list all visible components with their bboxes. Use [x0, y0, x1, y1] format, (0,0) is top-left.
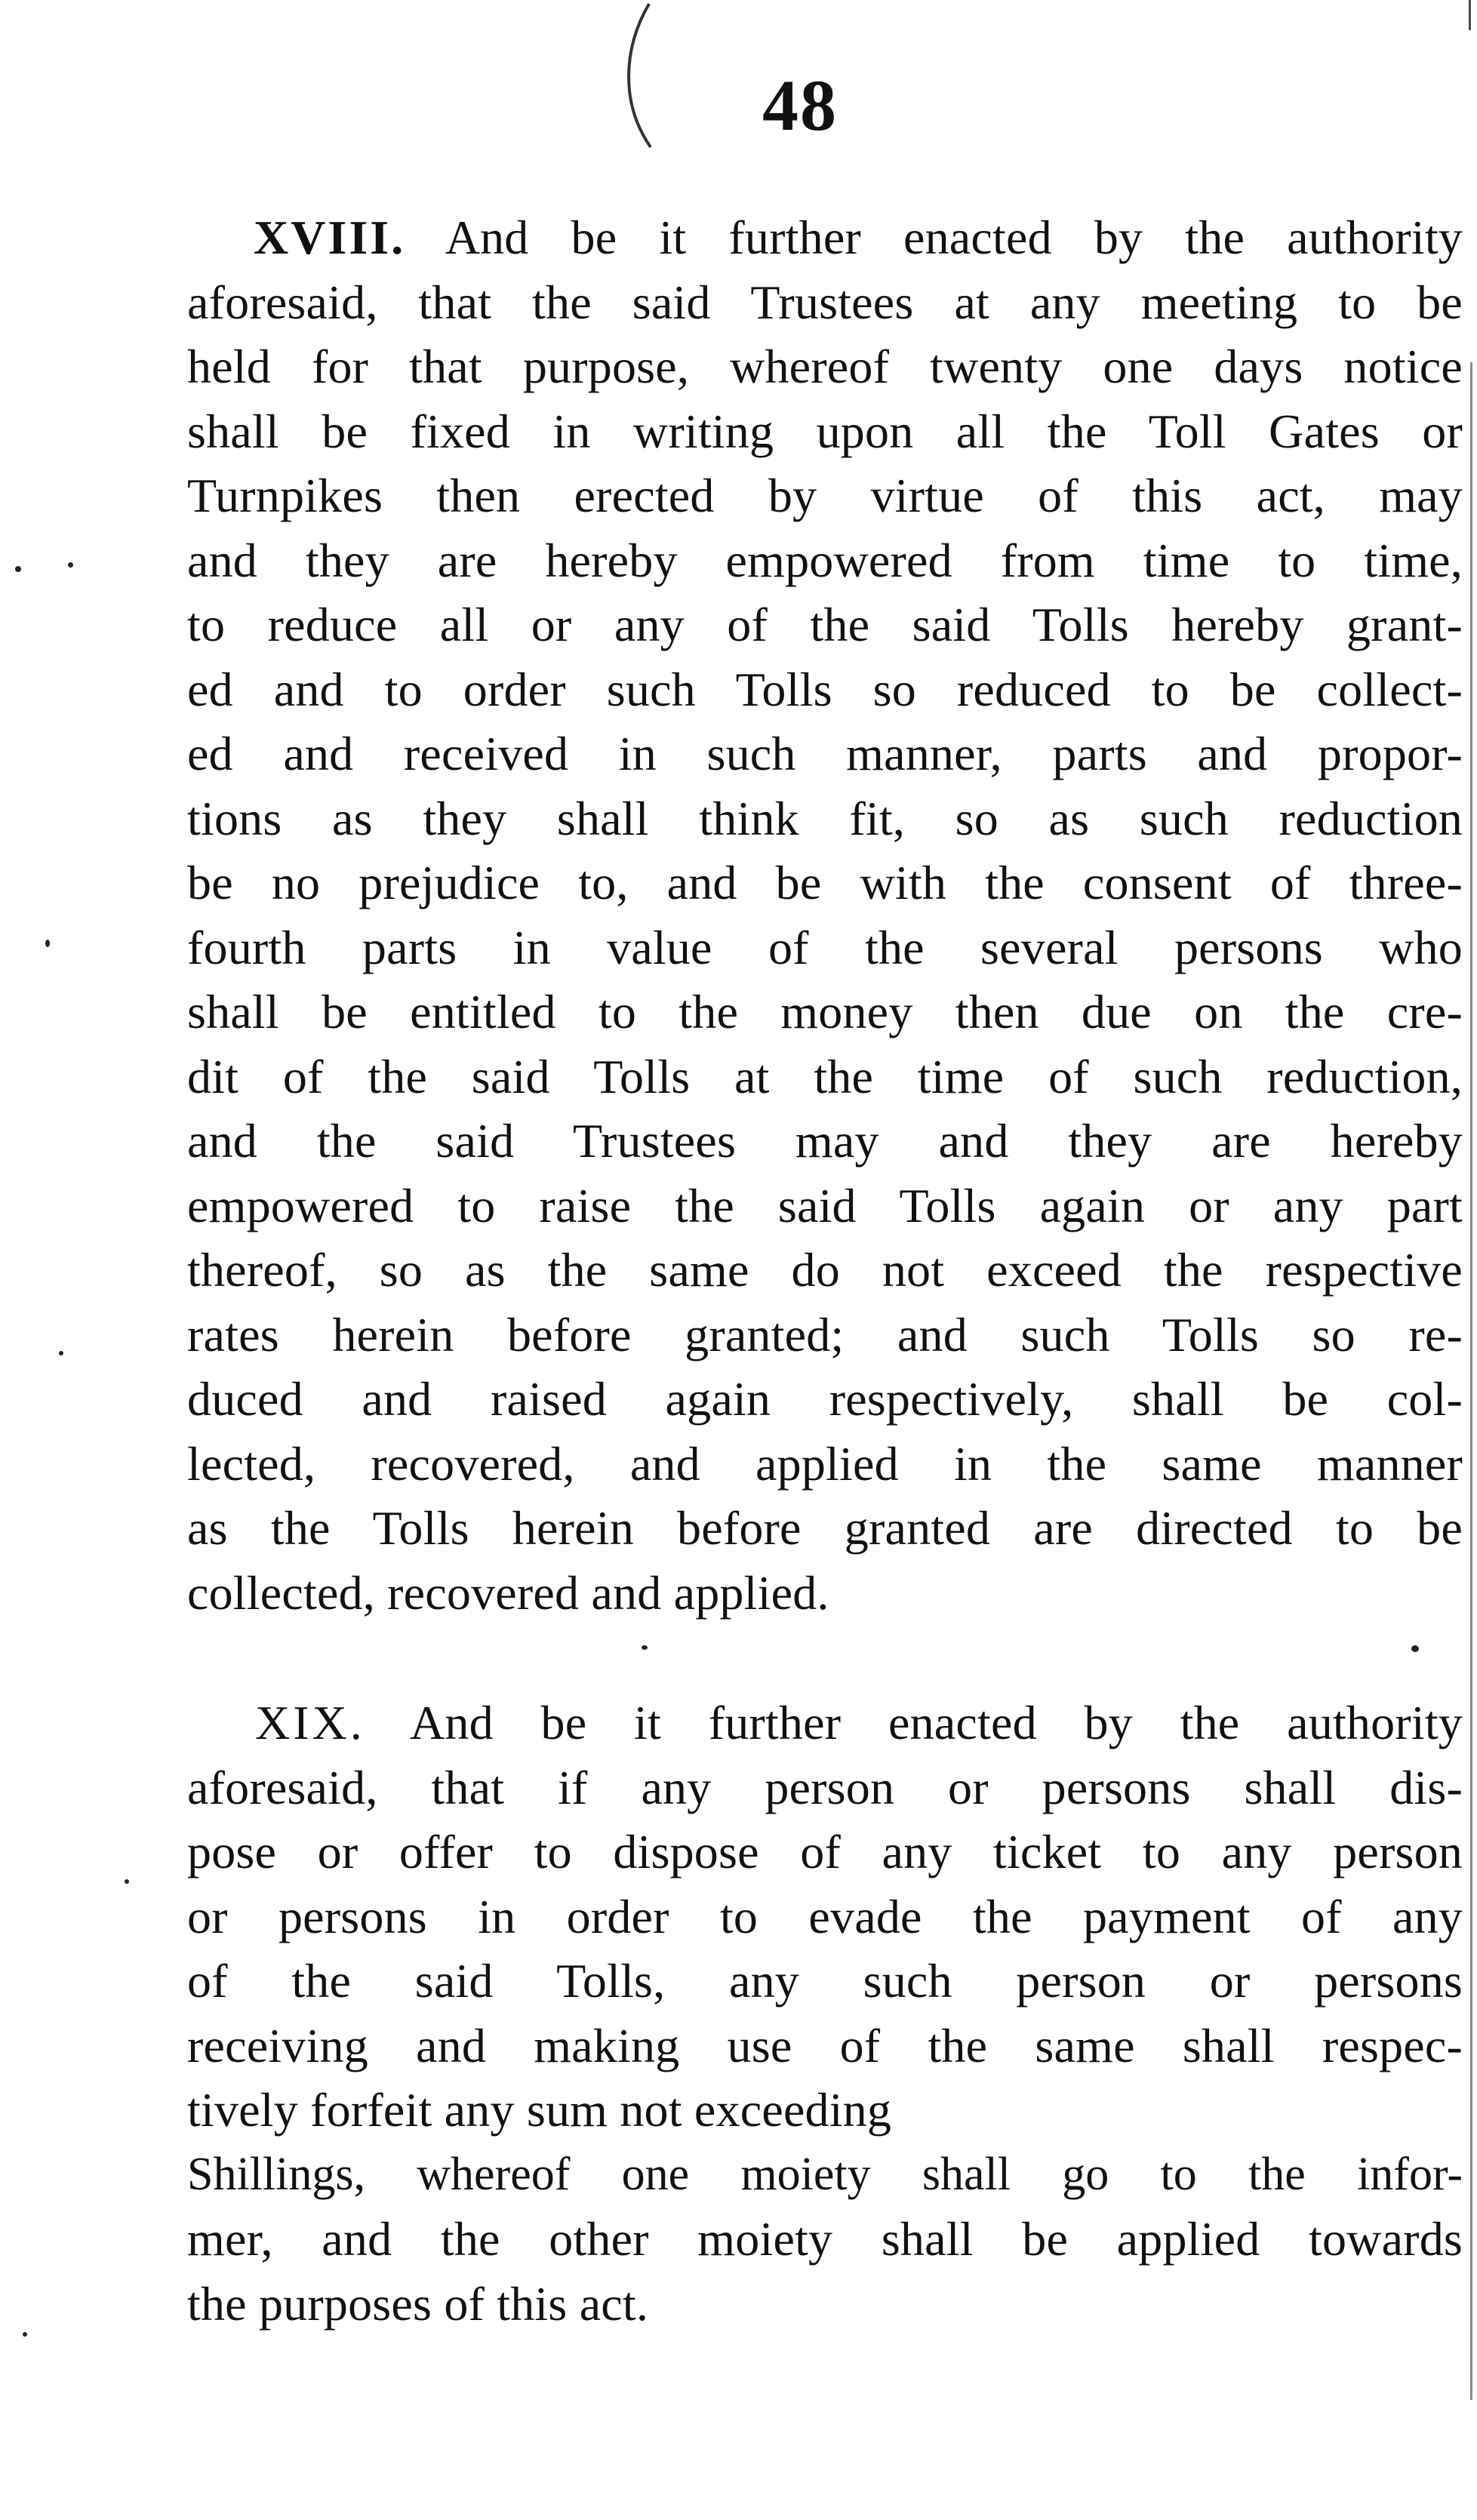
section-line: [187, 205, 1463, 270]
section-line: empowered to raise the said Tolls again or any part: [187, 1178, 1463, 1232]
page-number: 48: [762, 65, 838, 146]
speck: [125, 1879, 129, 1884]
speck: [68, 562, 73, 568]
section-line: shall be fixed in writing upon all the Toll Gates or: [187, 404, 1463, 458]
section-line: and they are hereby empowered from time to time,: [187, 533, 1463, 587]
section-line: receiving and making use of the same shall respec-: [187, 2018, 1463, 2072]
page-edge-rule: [1470, 362, 1472, 2400]
line-text: And be it further enacted by the authority: [409, 1696, 1463, 1749]
section-line: aforesaid, that if any person or persons shall dis-: [187, 1760, 1463, 1814]
section-line: as the Tolls herein before granted are directed to be: [187, 1501, 1463, 1555]
speck: [1411, 1645, 1419, 1652]
section-line: lected, recovered, and applied in the same manner: [187, 1436, 1463, 1491]
section-line: held for that purpose, whereof twenty one days notice: [187, 340, 1463, 393]
section-line: and the said Trustees may and they are hereby: [187, 1114, 1463, 1168]
section-line: pose or offer to dispose of any ticket to any person: [187, 1825, 1463, 1878]
speck: [59, 1351, 63, 1355]
section-line: Shillings, whereof one moiety shall go to the infor-: [187, 2148, 1463, 2200]
section-line: ed and to order such Tolls so reduced to be collect-: [187, 662, 1463, 716]
section-line: the purposes of this act.: [187, 2276, 649, 2331]
speck: [23, 2332, 27, 2337]
section-line: [187, 1691, 1463, 1755]
section-line: collected, recovered and applied.: [187, 1565, 829, 1620]
section-numeral: XIX.: [255, 1696, 365, 1749]
section-line: or persons in order to evade the payment of any: [187, 1889, 1463, 1943]
section-line: tively forfeit any sum not exceeding: [187, 2083, 892, 2137]
speck: [45, 940, 50, 947]
section-line: dit of the said Tolls at the time of such reduction,: [187, 1049, 1463, 1103]
line-text: And be it further enacted by the authority: [445, 211, 1463, 264]
section-line: to reduce all or any of the said Tolls hereby grant-: [187, 598, 1463, 651]
edge-rule-top: [1469, 0, 1471, 30]
section-xix: [187, 1691, 1463, 2336]
section-line: mer, and the other moiety shall be applied towards: [187, 2212, 1463, 2266]
section-line: tions as they shall think fit, so as such reduction: [187, 791, 1463, 845]
speck: [15, 566, 21, 572]
section-line: duced and raised again respectively, shall be col-: [187, 1372, 1463, 1426]
section-line: be no prejudice to, and be with the consent of three-: [187, 856, 1463, 909]
section-line: fourth parts in value of the several persons who: [187, 920, 1463, 974]
section-line: rates herein before granted; and such Tolls so re-: [187, 1307, 1463, 1362]
section-line: Turnpikes then erected by virtue of this act, may: [187, 469, 1463, 522]
section-line: of the said Tolls, any such person or persons: [187, 1954, 1463, 2008]
margin-bracket-mark: [619, 0, 664, 151]
section-line: shall be entitled to the money then due on the cre-: [187, 985, 1463, 1038]
section-line: aforesaid, that the said Trustees at any meeting to be: [187, 275, 1463, 329]
section-line: thereof, so as the same do not exceed the respective: [187, 1243, 1463, 1297]
section-line: ed and received in such manner, parts and propor-: [187, 727, 1463, 780]
section-xviii: [187, 205, 1463, 1625]
section-numeral: XVIII.: [254, 211, 406, 264]
speck: [642, 1645, 648, 1650]
